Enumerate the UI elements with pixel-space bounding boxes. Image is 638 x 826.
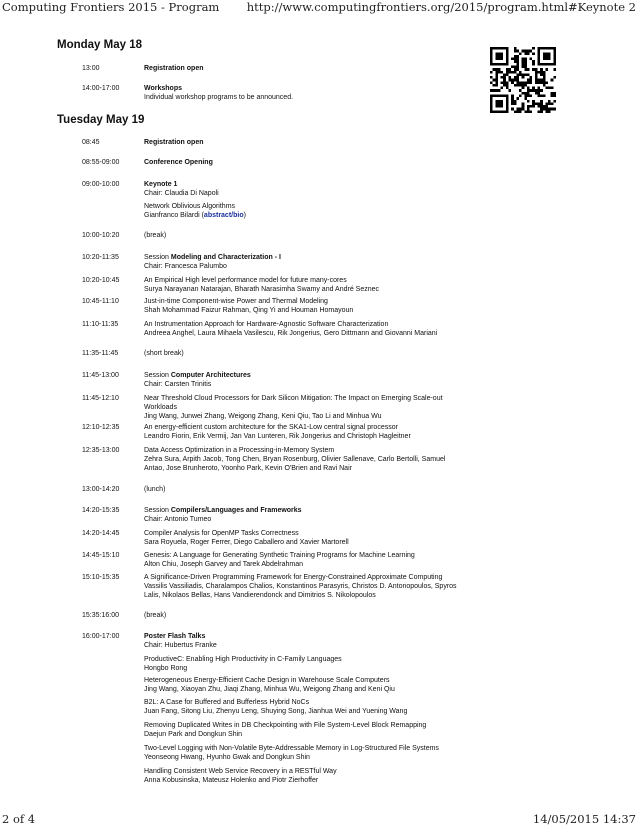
page-footer-number: 2 of 4 [2,812,36,826]
session-prefix: Session [144,254,171,261]
schedule-entry [144,721,464,739]
schedule-entry [144,506,464,524]
entry-subtitle: Alton Chiu, Joseph Garvey and Tarek Abdelrahman [144,561,304,568]
entry-subtitle [144,211,464,220]
time-slot: 08:45 [82,139,100,146]
schedule-entry [144,158,464,167]
schedule-entry [144,349,464,358]
entry-subtitle: Andreea Anghel, Laura Mihaela Vasilescu, Rik Jongerius, Gero Dittmann and Giovanni Mariani [144,330,438,337]
session-prefix: Session [144,372,171,379]
entry-title: Data Access Optimization in a Processing-in-Memory System [144,447,335,454]
entry-subtitle: Shah Mohammad Faizur Rahman, Qing Yi and Houman Homayoun [144,307,354,314]
entry-subtitle: Chair: Francesca Palumbo [144,263,227,270]
schedule-entry [144,676,464,694]
time-slot: 14:20-14:45 [82,530,120,537]
entry-title: Handling Consistent Web Service Recovery in a RESTful Way [144,768,337,775]
schedule-entry [144,529,464,547]
time-slot: 12:10-12:35 [82,424,120,431]
entry-subtitle: Chair: Antonio Tumeo [144,516,212,523]
time-slot: 15:10-15:35 [82,574,120,581]
entry-title: An energy-efficient custom architecture for the SKA1-Low central signal processor [144,424,398,431]
day-heading-monday: Monday May 18 [57,39,142,51]
session-name: Modeling and Characterization - I [170,254,281,261]
schedule-entry [144,180,464,198]
time-slot: 15:35:16:00 [82,612,119,619]
entry-subtitle: Surya Narayanan Natarajan, Bharath Narasimha Swamy and André Seznec [144,286,380,293]
time-slot: 12:35-13:00 [82,447,120,454]
schedule-entry [144,446,464,473]
time-slot: 11:45-13:00 [82,372,119,379]
schedule-entry [144,371,464,389]
entry-subtitle: Vassilis Vassiliadis, Charalampos Chalios, Konstantinos Parasyris, Christos D. Antonopoulos, Spyros Lalis, Nikolaos Bellas, Hans Vandierendonck and Dimitrios S. Nikolopoulos [144,583,457,599]
entry-title: (break) [144,612,167,619]
entry-subtitle: Hongbo Rong [144,665,188,672]
schedule-entry [144,423,464,441]
entry-subtitle: Sara Royuela, Roger Ferrer, Diego Caballero and Xavier Martorell [144,539,349,546]
entry-title: Network Oblivious Algorithms [144,203,236,210]
entry-title: Keynote 1 [144,181,178,188]
schedule-entry [144,84,464,102]
time-slot: 14:20-15:35 [82,507,120,514]
entry-title: Compiler Analysis for OpenMP Tasks Correctness [144,530,299,537]
entry-subtitle: Chair: Carsten Trinitis [144,381,212,388]
entry-subtitle: Daejun Park and Dongkun Shin [144,731,243,738]
entry-title: A Significance-Driven Programming Framework for Energy-Constrained Approximate Computing [144,574,443,581]
schedule-entry [144,767,464,785]
entry-title: Near Threshold Cloud Processors for Dark Silicon Mitigation: The Impact on Emerging Scale-out Workloads [144,395,443,411]
entry-title: An Instrumentation Approach for Hardware-Agnostic Software Characterization [144,321,389,328]
schedule-entry [144,698,464,716]
schedule-entry [144,655,464,673]
time-slot: 14:00-17:00 [82,85,120,92]
time-slot: 11:35-11:45 [82,350,119,357]
session-name: Computer Architectures [170,372,251,379]
entry-title: (break) [144,232,167,239]
time-slot: 10:20-10:45 [82,277,120,284]
page-header-title: Computing Frontiers 2015 - Program [2,0,220,14]
abstract-bio-link[interactable]: abstract/bio [203,212,244,219]
schedule-entry [144,202,464,220]
entry-subtitle: Yeonseong Hwang, Hyunho Gwak and Dongkun Shin [144,754,310,761]
time-slot: 09:00-10:00 [82,181,120,188]
time-slot: 10:20-11:35 [82,254,119,261]
schedule-entry [144,573,464,600]
entry-title: Removing Duplicated Writes in DB Checkpointing with File System-Level Block Remapping [144,722,427,729]
schedule-entry [144,253,464,271]
time-slot: 10:00-10:20 [82,232,120,239]
entry-title: Workshops [144,85,182,92]
schedule-entry [144,231,464,240]
entry-title: Poster Flash Talks [144,633,206,640]
schedule-entry [144,394,464,421]
entry-title: (lunch) [144,486,166,493]
schedule-entry [144,611,464,620]
entry-title: Registration open [144,139,204,146]
schedule-entry [144,320,464,338]
schedule-entry [144,744,464,762]
schedule-entry [144,632,464,650]
entry-subtitle: Zehra Sura, Arpith Jacob, Tong Chen, Bryan Rosenburg, Olivier Sallenave, Carlo Bertolli, Samuel Antao, Jose Brunheroto, Yoonho Park, Kevin O'Brien and Ravi Nair [144,456,446,472]
time-slot: 11:45-12:10 [82,395,119,402]
entry-title: Two-Level Logging with Non-Volatile Byte-Addressable Memory in Log-Structured File Systems [144,745,439,752]
entry-subtitle: Leandro Fiorin, Erik Vermij, Jan Van Lunteren, Rik Jongerius and Christoph Hagleitner [144,433,411,440]
speaker-name: Gianfranco Bilardi ( [144,212,204,219]
schedule-entry [144,485,464,494]
entry-title [144,371,464,380]
day-heading-tuesday: Tuesday May 19 [57,114,145,126]
entry-subtitle: Jing Wang, Junwei Zhang, Weigong Zhang, Keni Qiu, Tao Li and Minhua Wu [144,413,382,420]
schedule-entry [144,276,464,294]
schedule-entry [144,297,464,315]
entry-subtitle: Chair: Hubertus Franke [144,642,217,649]
entry-subtitle: Individual workshop programs to be announced. [144,94,294,101]
schedule-entry [144,138,464,147]
time-slot: 08:55-09:00 [82,159,120,166]
entry-title: B2L: A Case for Buffered and Bufferless Hybrid NoCs [144,699,310,706]
entry-title [144,253,464,262]
entry-title: Conference Opening [144,159,213,166]
schedule-entry [144,64,464,73]
entry-subtitle: Chair: Claudia Di Napoli [144,190,219,197]
qr-code-icon [490,47,556,113]
entry-title [144,506,464,515]
entry-title: (short break) [144,350,184,357]
entry-subtitle: Anna Kobusinska, Mateusz Holenko and Piotr Zierhoffer [144,777,319,784]
time-slot: 16:00-17:00 [82,633,120,640]
schedule-entry [144,551,464,569]
time-slot: 14:45-15:10 [82,552,120,559]
time-slot: 10:45-11:10 [82,298,119,305]
session-prefix: Session [144,507,171,514]
entry-title: An Empirical High level performance model for future many-cores [144,277,347,284]
entry-title: Genesis: A Language for Generating Synthetic Training Programs for Machine Learning [144,552,415,559]
entry-title: Just-in-time Component-wise Power and Thermal Modeling [144,298,328,305]
entry-subtitle: Jing Wang, Xiaoyan Zhu, Jiaqi Zhang, Minhua Wu, Weigong Zhang and Keni Qiu [144,686,395,693]
page-header-url: http://www.computingfrontiers.org/2015/program.html#Keynote 2 [246,0,636,14]
entry-title: Registration open [144,65,204,72]
closing-paren: ) [243,212,246,219]
session-name: Compilers/Languages and Frameworks [170,507,302,514]
entry-title: ProductiveC: Enabling High Productivity in C-Family Languages [144,656,342,663]
time-slot: 13:00-14:20 [82,486,120,493]
page-footer-timestamp: 14/05/2015 14:37 [532,812,636,826]
time-slot: 11:10-11:35 [82,321,119,328]
entry-subtitle: Juan Fang, Sitong Liu, Zhenyu Leng, Shuying Song, Jianhua Wei and Yuening Wang [144,708,408,715]
entry-title: Heterogeneous Energy-Efficient Cache Design in Warehouse Scale Computers [144,677,390,684]
time-slot: 13:00 [82,65,100,72]
